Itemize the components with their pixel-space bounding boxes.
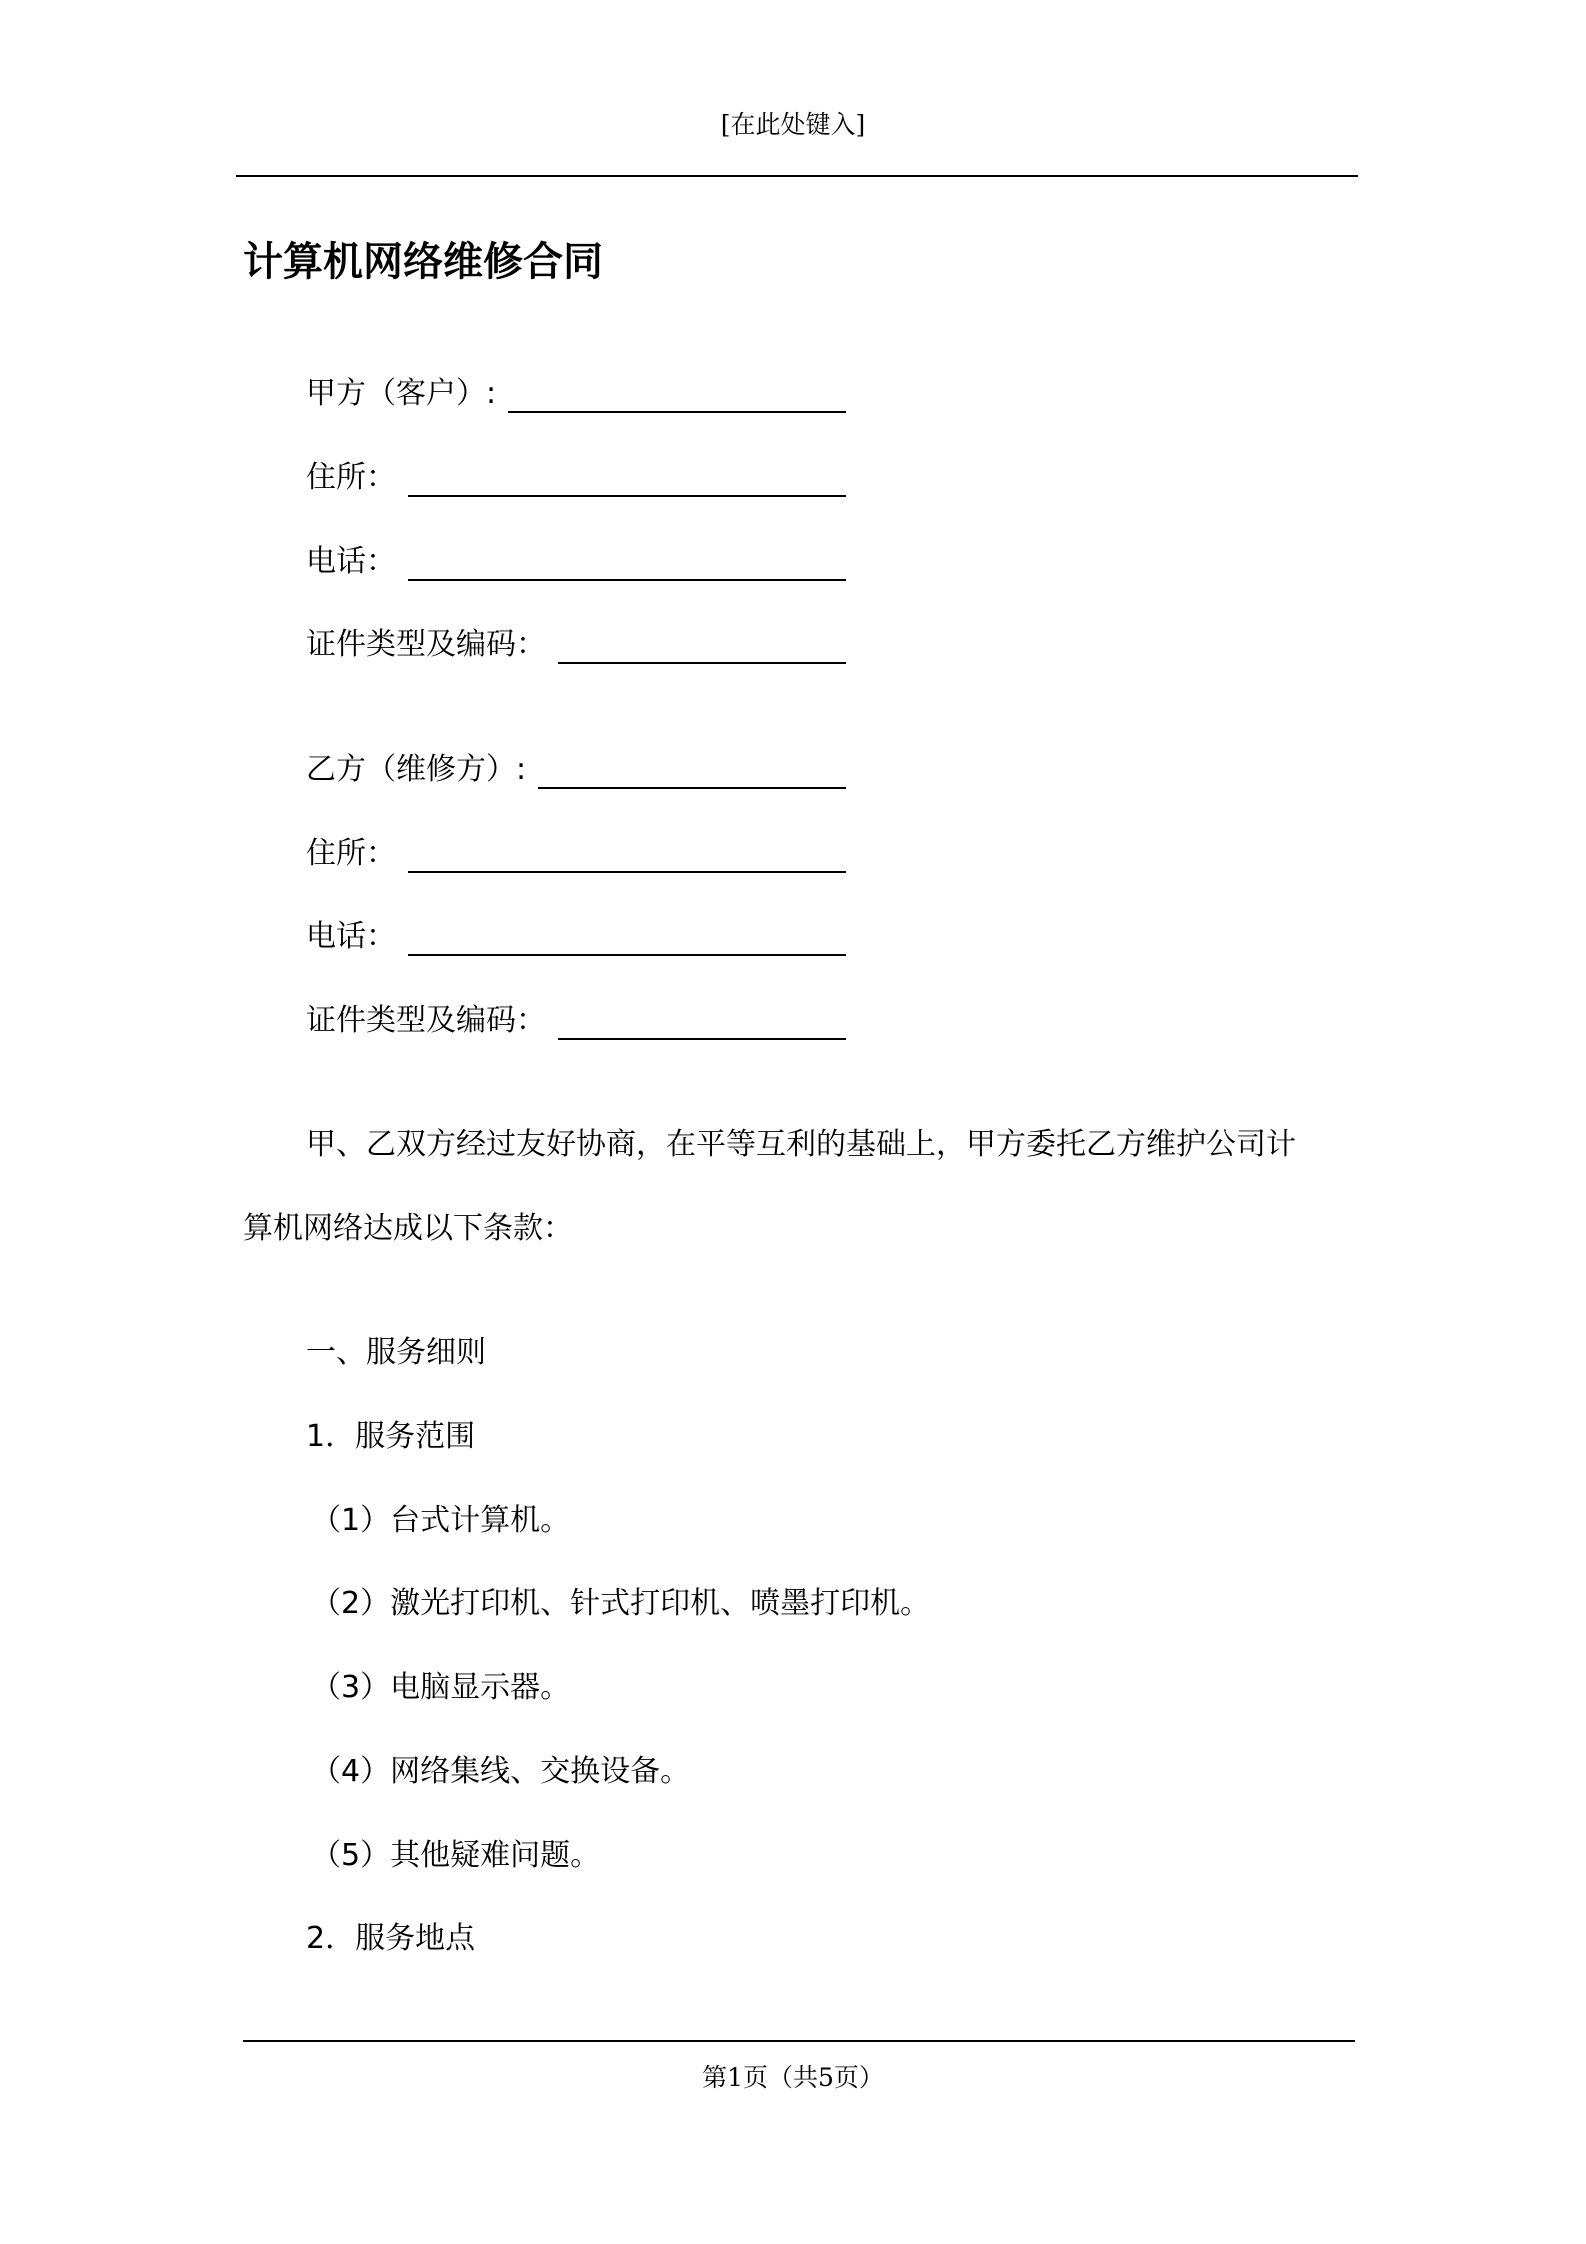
party-b-address-blank[interactable] bbox=[408, 871, 846, 873]
party-a-phone-label: 电话： bbox=[306, 544, 396, 579]
party-b-id-label: 证件类型及编码： bbox=[306, 1003, 546, 1038]
party-b-phone-blank[interactable] bbox=[408, 954, 846, 956]
party-a-id-field[interactable] bbox=[306, 621, 846, 665]
section-1-heading: 一、服务细则 bbox=[306, 1335, 486, 1370]
intro-paragraph-line-2: 算机网络达成以下条款： bbox=[243, 1211, 573, 1246]
party-a-name-blank[interactable] bbox=[508, 411, 846, 413]
party-b-name-label: 乙方（维修方）: bbox=[306, 752, 527, 787]
party-a-id-blank[interactable] bbox=[558, 662, 846, 664]
document-title: 计算机网络维修合同 bbox=[243, 239, 603, 285]
header-rule bbox=[236, 175, 1358, 177]
page-header: [在此处键入] bbox=[720, 110, 866, 139]
party-a-address-blank[interactable] bbox=[408, 495, 846, 497]
item-1-heading: 1．服务范围 bbox=[306, 1419, 476, 1454]
party-b-id-blank[interactable] bbox=[558, 1038, 846, 1040]
subitem-4: （4）网络集线、交换设备。 bbox=[311, 1754, 691, 1789]
subitem-2: （2）激光打印机、针式打印机、喷墨打印机。 bbox=[311, 1586, 931, 1621]
intro-paragraph-line-1: 甲、乙双方经过友好协商，在平等互利的基础上，甲方委托乙方维护公司计 bbox=[306, 1127, 1296, 1162]
party-b-phone-label: 电话： bbox=[306, 919, 396, 954]
party-b-id-field[interactable] bbox=[306, 997, 846, 1041]
party-a-address-field[interactable] bbox=[306, 454, 846, 498]
party-b-name-field[interactable] bbox=[306, 746, 846, 790]
party-a-address-label: 住所： bbox=[306, 460, 396, 495]
party-a-name-label: 甲方（客户）: bbox=[306, 376, 497, 411]
footer-rule bbox=[243, 2040, 1355, 2042]
subitem-3: （3）电脑显示器。 bbox=[311, 1670, 571, 1705]
item-2-heading: 2．服务地点 bbox=[306, 1921, 476, 1956]
party-a-name-field[interactable] bbox=[306, 370, 846, 414]
page-footer: 第1页（共5页） bbox=[702, 2063, 884, 2092]
party-b-address-field[interactable] bbox=[306, 830, 846, 874]
subitem-1: （1）台式计算机。 bbox=[311, 1503, 571, 1538]
party-a-id-label: 证件类型及编码： bbox=[306, 627, 546, 662]
subitem-5: （5）其他疑难问题。 bbox=[311, 1838, 601, 1873]
party-b-name-blank[interactable] bbox=[538, 787, 846, 789]
party-a-phone-blank[interactable] bbox=[408, 579, 846, 581]
party-a-phone-field[interactable] bbox=[306, 538, 846, 582]
party-b-address-label: 住所： bbox=[306, 836, 396, 871]
party-b-phone-field[interactable] bbox=[306, 913, 846, 957]
